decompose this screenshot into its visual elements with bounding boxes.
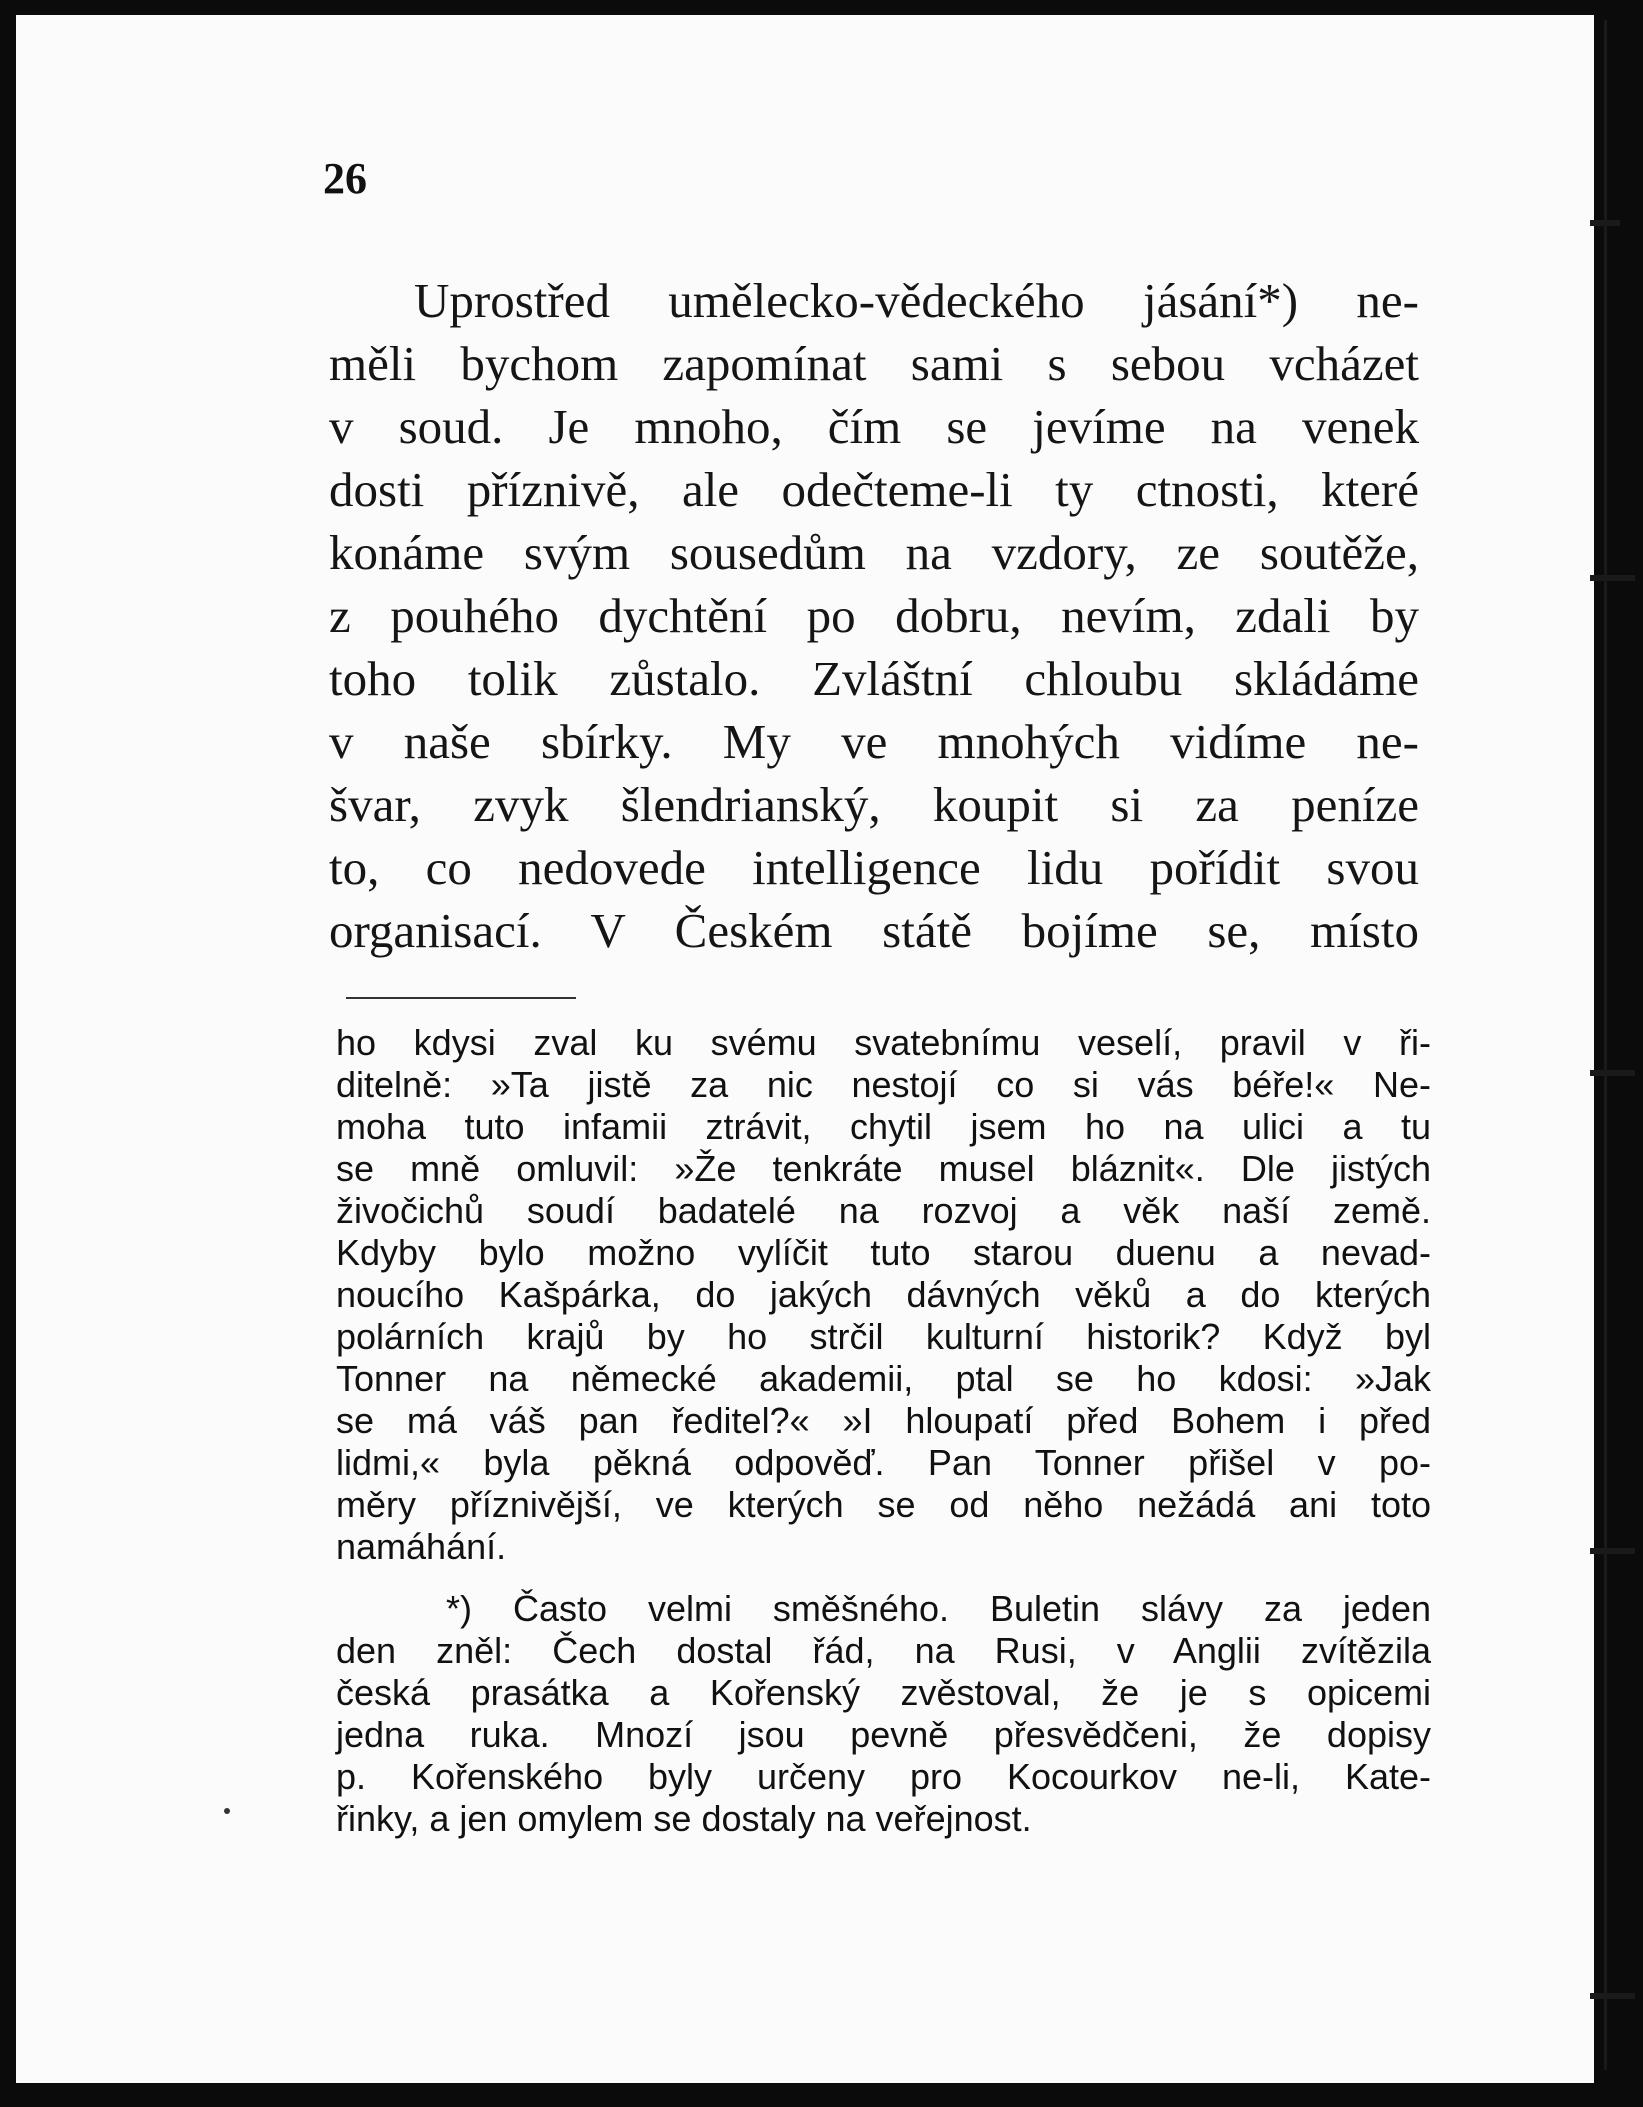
footnote-line: živočichů soudí badatelé na rozvoj a věk naší země. [336, 1190, 1431, 1231]
text-line: konáme svým sousedům na vzdory, ze soutěže, [329, 525, 1419, 580]
footnote-line: den zněl: Čech dostal řád, na Rusi, v Anglii zvítězila [336, 1630, 1431, 1671]
text-line: toho tolik zůstalo. Zvláštní chloubu skládáme [329, 651, 1419, 706]
page-number: 26 [323, 154, 367, 203]
footnote-line: p. Kořenského byly určeny pro Kocourkov ne-li, Kate- [336, 1756, 1431, 1797]
text-line: v naše sbírky. My ve mnohých vidíme ne- [329, 714, 1419, 769]
text-line: Uprostřed umělecko-vědeckého jásání*) ne- [414, 273, 1419, 328]
footnote-line: se mně omluvil: »Že tenkráte musel bláznit«. Dle jistých [336, 1148, 1431, 1189]
binding-mark [1590, 1548, 1635, 1554]
footnote-line: Kdyby bylo možno vylíčit tuto starou duenu a nevad- [336, 1232, 1431, 1273]
footnote-line: jedna ruka. Mnozí jsou pevně přesvědčeni, že dopisy [336, 1714, 1431, 1755]
text-line: v soud. Je mnoho, čím se jevíme na venek [329, 399, 1419, 454]
footnote-line: namáhání. [336, 1526, 507, 1567]
binding-mark [1590, 1070, 1635, 1076]
binding-mark [1590, 220, 1620, 226]
binding-mark [1590, 575, 1635, 581]
footnote-star [336, 1588, 1431, 1840]
text-line: měli bychom zapomínat sami s sebou vcházet [329, 336, 1419, 391]
footnote-line: noucího Kašpárka, do jakých dávných věků a do kterých [336, 1274, 1431, 1315]
footnote-line: ho kdysi zval ku svému svatebnímu veselí, pravil v ři- [336, 1022, 1431, 1063]
footnote-line: měry příznivější, ve kterých se od něho nežádá ani toto [336, 1484, 1431, 1525]
footnote-line: česká prasátka a Kořenský zvěstoval, že je s opicemi [336, 1672, 1431, 1713]
footnote-line: *) Často velmi směšného. Buletin slávy za jeden [446, 1588, 1431, 1629]
book-page [16, 15, 1594, 2083]
footnote-line: polárních krajů by ho strčil kulturní historik? Když byl [336, 1316, 1431, 1357]
footnote-line: se má váš pan ředitel?« »I hloupatí před Bohem i před [336, 1400, 1431, 1441]
footnote-line: lidmi,« byla pěkná odpověď. Pan Tonner přišel v po- [336, 1442, 1431, 1483]
speck-mark [224, 1808, 230, 1814]
footnote-line: Tonner na německé akademii, ptal se ho kdosi: »Jak [336, 1358, 1431, 1399]
footnote-continued [336, 1022, 1431, 1568]
footnote-divider [346, 997, 576, 999]
text-line: z pouhého dychtění po dobru, nevím, zdali by [329, 588, 1419, 643]
footnote-line: ditelně: »Ta jistě za nic nestojí co si vás béře!« Ne- [336, 1064, 1431, 1105]
text-line: organisací. V Českém státě bojíme se, místo [329, 903, 1419, 958]
footnote-line: řinky, a jen omylem se dostaly na veřejnost. [336, 1798, 1032, 1839]
text-line: švar, zvyk šlendrianský, koupit si za peníze [329, 777, 1419, 832]
text-line: dosti příznivě, ale odečteme-li ty ctnosti, které [329, 462, 1419, 517]
text-line: to, co nedovede intelligence lidu pořídit svou [329, 840, 1419, 895]
binding-mark [1590, 1993, 1635, 1999]
main-text [329, 269, 1419, 962]
binding-edge-line [1604, 20, 1607, 2070]
footnote-line: moha tuto infamii ztrávit, chytil jsem ho na ulici a tu [336, 1106, 1431, 1147]
